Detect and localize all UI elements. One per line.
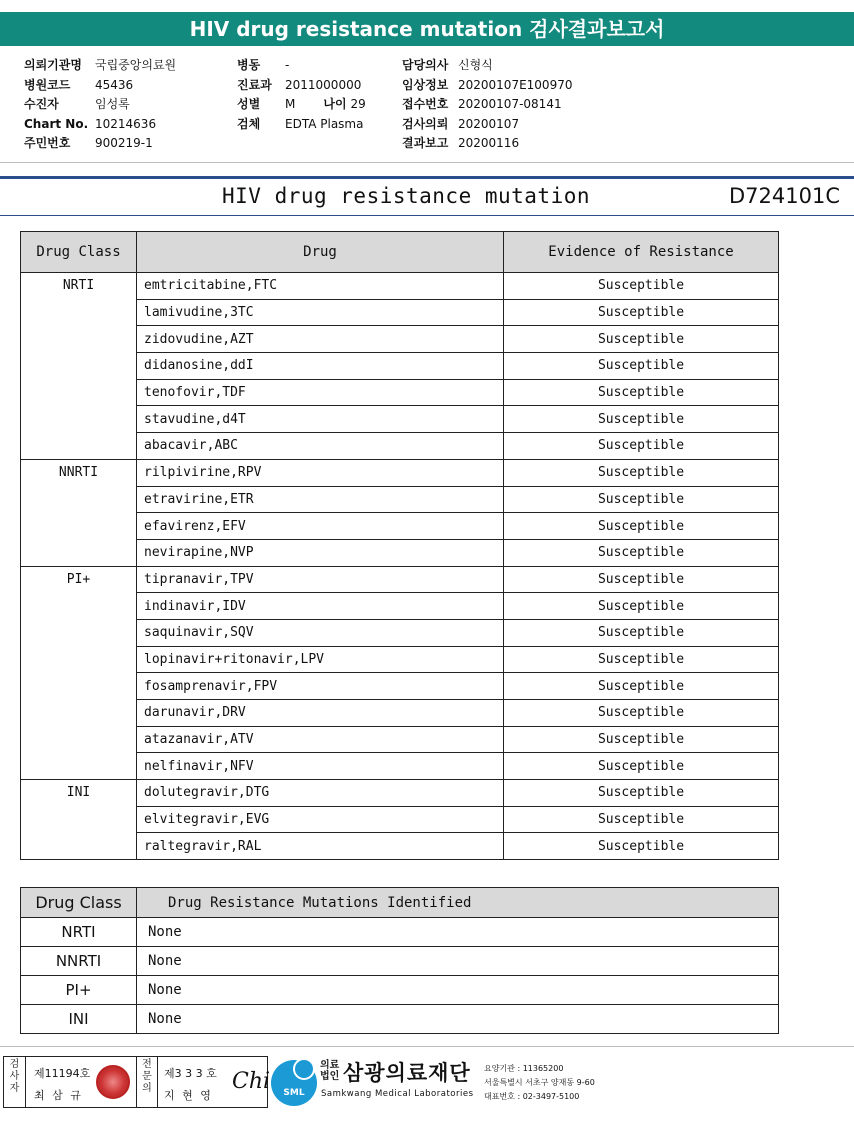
drug-cell: stavudine,d4T xyxy=(137,406,504,433)
report-name: HIV drug resistance mutation xyxy=(222,184,591,208)
info-label: 결과보고 xyxy=(402,136,449,150)
table-row xyxy=(21,459,779,486)
specialist-label: 전 문 의 xyxy=(136,1057,158,1107)
column-header: Evidence of Resistance xyxy=(504,232,779,273)
drug-class-cell: NNRTI xyxy=(21,947,137,976)
info-value: 900219-1 xyxy=(95,136,153,150)
info-label: 접수번호 xyxy=(402,97,449,111)
resistance-cell: Susceptible xyxy=(504,806,779,833)
drug-cell: nelfinavir,NFV xyxy=(137,753,504,780)
info-row xyxy=(402,134,572,154)
table-row xyxy=(21,273,779,300)
info-label: 성별 xyxy=(237,97,261,111)
drug-cell: indinavir,IDV xyxy=(137,593,504,620)
info-value: 20200107 xyxy=(458,116,520,131)
resistance-cell: Susceptible xyxy=(504,406,779,433)
resistance-cell: Susceptible xyxy=(504,566,779,593)
signature-box xyxy=(3,1056,271,1108)
divider xyxy=(0,215,854,216)
info-row xyxy=(24,56,176,76)
drug-class-cell: INI xyxy=(21,1005,137,1034)
drug-cell: darunavir,DRV xyxy=(137,700,504,727)
info-label: 수진자 xyxy=(24,97,59,111)
drug-cell: nevirapine,NVP xyxy=(137,539,504,566)
info-row xyxy=(24,134,176,154)
patient-info-col1 xyxy=(24,56,176,154)
info-row xyxy=(402,56,572,76)
resistance-cell: Susceptible xyxy=(504,539,779,566)
info-label: 담당의사 xyxy=(402,58,449,72)
info-row xyxy=(24,76,176,96)
drug-cell: atazanavir,ATV xyxy=(137,726,504,753)
resistance-cell: Susceptible xyxy=(504,299,779,326)
resistance-cell: Susceptible xyxy=(504,593,779,620)
specialist-license: 제3 3 3 호 xyxy=(164,1067,217,1080)
info-value: 20200107E100970 xyxy=(458,77,573,92)
table-row xyxy=(21,976,779,1005)
table-row xyxy=(21,947,779,976)
patient-info-col3 xyxy=(402,56,572,154)
drug-cell: zidovudine,AZT xyxy=(137,326,504,353)
info-value: 10214636 xyxy=(95,116,157,131)
resistance-cell: Susceptible xyxy=(504,459,779,486)
report-heading xyxy=(0,184,854,214)
info-row xyxy=(237,56,366,76)
resistance-cell: Susceptible xyxy=(504,513,779,540)
resistance-cell: Susceptible xyxy=(504,379,779,406)
resistance-cell: Susceptible xyxy=(504,753,779,780)
report-title-bar: HIV drug resistance mutation 검사결과보고서 xyxy=(0,12,854,46)
mutation-cell: None xyxy=(137,947,779,976)
mutation-cell: None xyxy=(137,1005,779,1034)
org-english-name: Samkwang Medical Laboratories xyxy=(321,1089,474,1099)
resistance-cell: Susceptible xyxy=(504,486,779,513)
sml-logo-icon: SML xyxy=(271,1060,317,1106)
column-header: Drug xyxy=(137,232,504,273)
examiner-name: 최 삼 규 xyxy=(34,1089,83,1102)
mutation-table xyxy=(20,887,779,1034)
info-row xyxy=(402,95,572,115)
drug-cell: lopinavir+ritonavir,LPV xyxy=(137,646,504,673)
resistance-table xyxy=(20,231,779,860)
info-row xyxy=(24,95,176,115)
info-label: 병원코드 xyxy=(24,77,71,92)
info-row xyxy=(237,76,366,96)
resistance-cell: Susceptible xyxy=(504,326,779,353)
drug-class-cell: NRTI xyxy=(21,918,137,947)
resistance-cell: Susceptible xyxy=(504,726,779,753)
info-value: - xyxy=(285,58,290,72)
specialist-name: 지 현 영 xyxy=(164,1089,213,1102)
column-header: Drug Resistance Mutations Identified xyxy=(137,888,779,918)
org-contact-info: 요양기관 : 11365200 서울특별시 서초구 양재동 9-60 대표번호 : 02-3497-5100 xyxy=(484,1064,595,1101)
resistance-cell: Susceptible xyxy=(504,619,779,646)
info-value: M xyxy=(285,97,296,111)
info-row xyxy=(402,76,572,96)
table-row xyxy=(21,780,779,807)
mutation-cell: None xyxy=(137,976,779,1005)
divider-blue xyxy=(0,176,854,179)
drug-class-cell: NRTI xyxy=(21,273,137,460)
age-label: 나이 xyxy=(323,97,347,111)
org-type: 의료법인 xyxy=(320,1060,340,1082)
info-label: Chart No. xyxy=(24,116,89,131)
drug-class-cell: PI+ xyxy=(21,566,137,780)
resistance-cell: Susceptible xyxy=(504,833,779,860)
examiner-license: 제11194호 xyxy=(34,1067,91,1080)
drug-cell: dolutegravir,DTG xyxy=(137,780,504,807)
info-label: 의뢰기관명 xyxy=(24,58,82,72)
drug-cell: rilpivirine,RPV xyxy=(137,459,504,486)
info-value: 임성록 xyxy=(95,97,130,111)
drug-cell: elvitegravir,EVG xyxy=(137,806,504,833)
info-label: 병동 xyxy=(237,58,261,72)
info-row xyxy=(402,115,572,135)
drug-class-cell: PI+ xyxy=(21,976,137,1005)
resistance-cell: Susceptible xyxy=(504,273,779,300)
info-label: 주민번호 xyxy=(24,136,71,150)
mutation-cell: None xyxy=(137,918,779,947)
table-row xyxy=(21,566,779,593)
age-value: 29 xyxy=(350,97,366,111)
info-value: EDTA Plasma xyxy=(285,116,364,131)
official-seal-icon xyxy=(96,1065,130,1099)
info-label: 진료과 xyxy=(237,77,272,92)
table-row xyxy=(21,918,779,947)
info-label: 임상정보 xyxy=(402,77,449,92)
resistance-cell: Susceptible xyxy=(504,646,779,673)
info-row xyxy=(237,95,366,115)
info-row xyxy=(237,115,366,135)
info-value: 45436 xyxy=(95,77,134,92)
info-value: 20200116 xyxy=(458,136,520,150)
info-label: 검사의뢰 xyxy=(402,116,449,131)
drug-class-cell: NNRTI xyxy=(21,459,137,566)
drug-class-cell: INI xyxy=(21,780,137,860)
info-row xyxy=(24,115,176,135)
drug-cell: emtricitabine,FTC xyxy=(137,273,504,300)
column-header: Drug Class xyxy=(21,232,137,273)
drug-cell: saquinavir,SQV xyxy=(137,619,504,646)
drug-cell: tenofovir,TDF xyxy=(137,379,504,406)
drug-cell: efavirenz,EFV xyxy=(137,513,504,540)
drug-cell: raltegravir,RAL xyxy=(137,833,504,860)
info-value: 신형식 xyxy=(458,58,493,72)
info-value: 2011000000 xyxy=(285,77,362,92)
divider xyxy=(0,1046,854,1047)
drug-cell: fosamprenavir,FPV xyxy=(137,673,504,700)
resistance-cell: Susceptible xyxy=(504,673,779,700)
info-label: 검체 xyxy=(237,116,261,131)
drug-cell: didanosine,ddI xyxy=(137,353,504,380)
resistance-cell: Susceptible xyxy=(504,780,779,807)
table-row xyxy=(21,1005,779,1034)
drug-cell: lamivudine,3TC xyxy=(137,299,504,326)
info-value: 국립중앙의료원 xyxy=(95,58,177,72)
signature: Chi xyxy=(232,1069,271,1094)
divider xyxy=(0,162,854,163)
drug-cell: etravirine,ETR xyxy=(137,486,504,513)
column-header: Drug Class xyxy=(21,888,137,918)
resistance-cell: Susceptible xyxy=(504,353,779,380)
resistance-cell: Susceptible xyxy=(504,433,779,460)
examiner-label: 검 사 자 xyxy=(4,1057,26,1107)
org-name: 삼광의료재단 xyxy=(343,1061,471,1085)
patient-info-col2 xyxy=(237,56,366,134)
drug-cell: abacavir,ABC xyxy=(137,433,504,460)
info-value: 20200107-08141 xyxy=(458,97,562,111)
resistance-cell: Susceptible xyxy=(504,700,779,727)
drug-cell: tipranavir,TPV xyxy=(137,566,504,593)
report-code: D724101C xyxy=(729,184,840,208)
